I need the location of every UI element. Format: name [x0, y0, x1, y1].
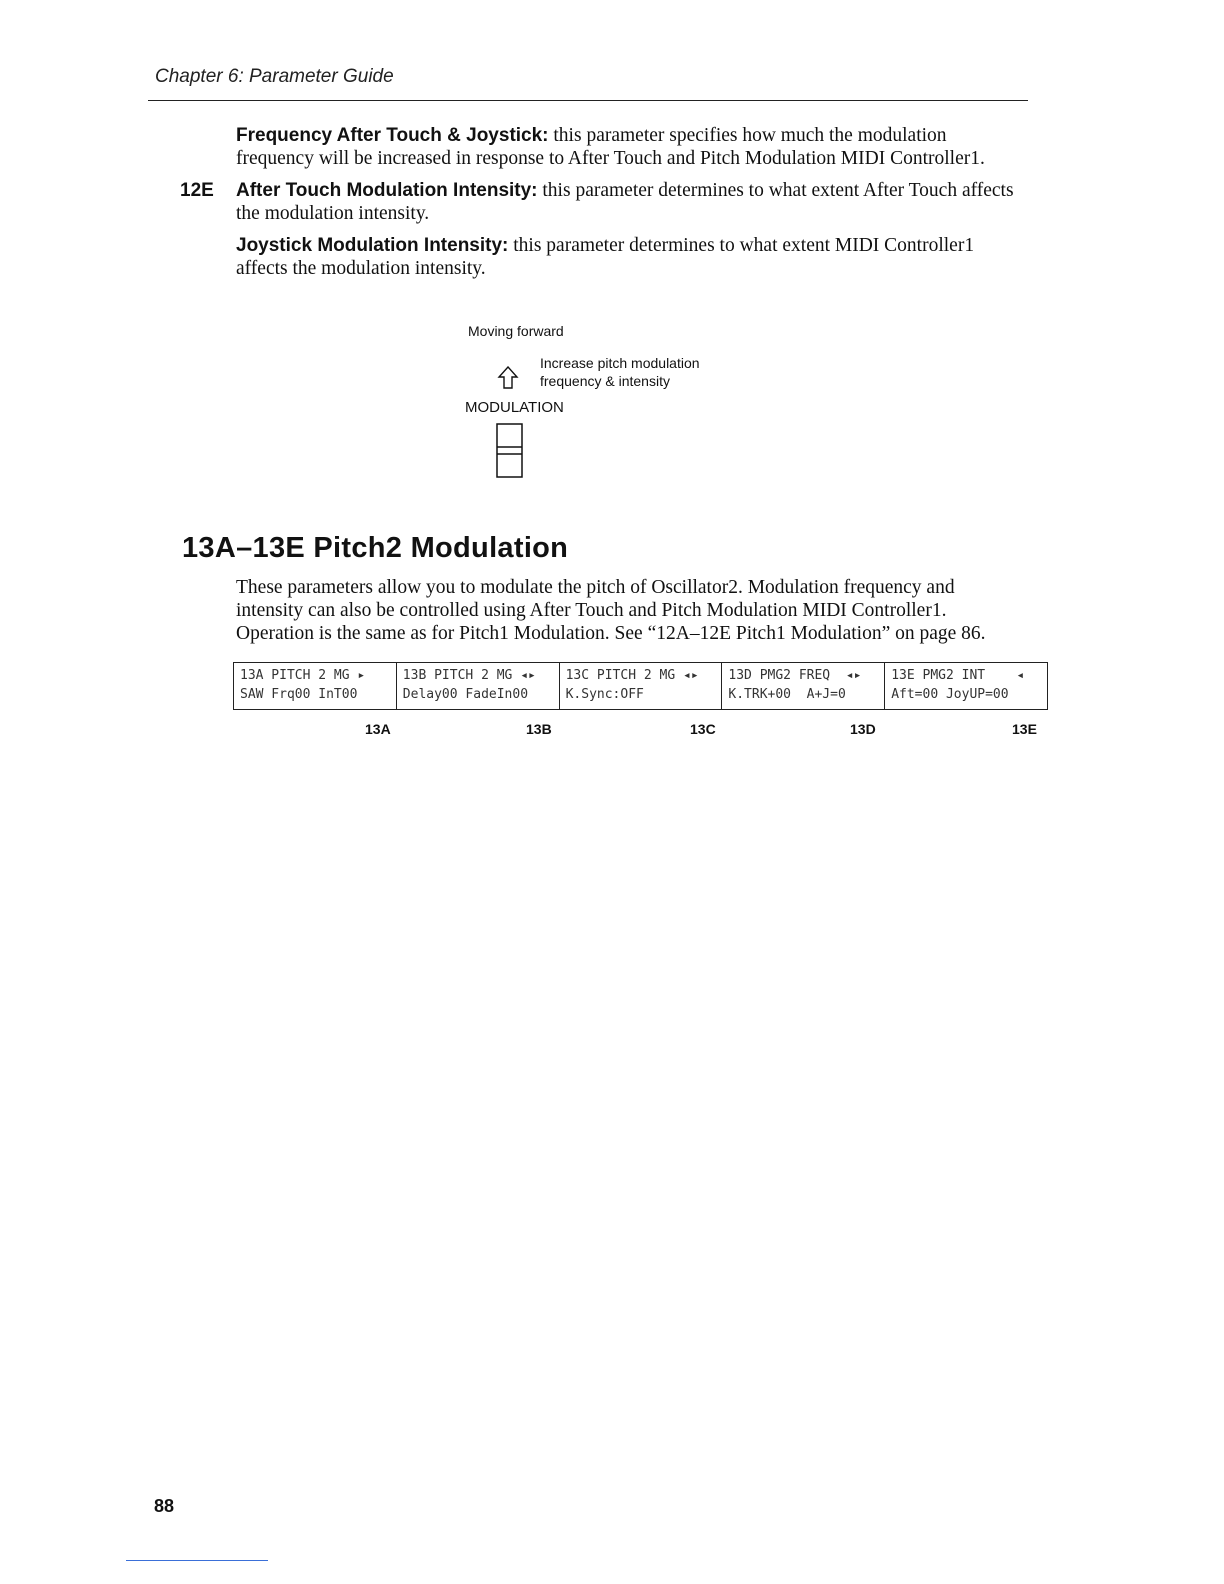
entry-after-touch-intensity	[236, 179, 1056, 225]
lcd-label-13c: 13C	[690, 721, 716, 737]
section-body-line: Operation is the same as for Pitch1 Modulation. See “12A–12E Pitch1 Modulation” on page 86.	[236, 623, 986, 644]
entry-text: frequency will be increased in response to After Touch and Pitch Modulation MIDI Controller1.	[236, 148, 985, 169]
lcd-line: Delay00 FadeIn00	[402, 687, 529, 702]
up-arrow-icon	[497, 366, 519, 390]
lcd-line: 13D PMG2 FREQ ◂▸	[728, 668, 862, 683]
page-number: 88	[154, 1496, 175, 1516]
section-body	[236, 576, 1056, 645]
lcd-display-13e	[885, 663, 1047, 709]
header-divider	[148, 100, 1028, 101]
lcd-line: 13C PITCH 2 MG ◂▸	[565, 668, 699, 683]
diagram-increase-line1: Increase pitch modulation	[540, 355, 700, 371]
entry-term: After Touch Modulation Intensity:	[236, 180, 538, 201]
lcd-line: 13B PITCH 2 MG ◂▸	[402, 668, 536, 683]
lcd-line: Aft=00 JoyUP=00	[891, 687, 1009, 702]
section-body-line: intensity can also be controlled using After Touch and Pitch Modulation MIDI Controller1.	[236, 600, 947, 621]
diagram-modulation-label: MODULATION	[465, 399, 564, 416]
lcd-display-13b	[397, 663, 560, 709]
entry-text: this parameter determines to what extent After Touch affects	[542, 180, 1014, 201]
lcd-display-13a	[234, 663, 397, 709]
lcd-label-13b: 13B	[526, 721, 552, 737]
entry-text: this parameter determines to what extent MIDI Controller1	[513, 235, 975, 256]
entry-term: Joystick Modulation Intensity:	[236, 235, 509, 256]
lcd-line: 13A PITCH 2 MG ▸	[240, 668, 366, 683]
modulation-wheel-icon	[496, 423, 524, 479]
page-header-title: Chapter 6: Parameter Guide	[155, 66, 394, 87]
lcd-label-13e: 13E	[1012, 721, 1037, 737]
lcd-label-13a: 13A	[365, 721, 391, 737]
entry-text: the modulation intensity.	[236, 203, 430, 224]
entry-frequency-after-touch	[236, 124, 1056, 170]
diagram-moving-forward: Moving forward	[468, 323, 564, 339]
lcd-line: K.Sync:OFF	[565, 687, 644, 702]
lcd-line: 13E PMG2 INT ◂	[891, 668, 1025, 683]
footer-link-underline	[126, 1560, 268, 1561]
lcd-line: SAW Frq00 InT00	[240, 687, 358, 702]
entry-text: affects the modulation intensity.	[236, 258, 486, 279]
lcd-display-13d	[722, 663, 885, 709]
section-body-line: These parameters allow you to modulate the pitch of Oscillator2. Modulation frequency and	[236, 577, 955, 598]
entry-joystick-intensity	[236, 234, 1056, 280]
section-title: 13A–13E Pitch2 Modulation	[182, 532, 569, 564]
entry-code: 12E	[180, 180, 214, 201]
diagram-increase-line2: frequency & intensity	[540, 373, 670, 389]
lcd-line: K.TRK+00 A+J=0	[728, 687, 846, 702]
lcd-label-13d: 13D	[850, 721, 876, 737]
entry-text: this parameter specifies how much the modulation	[553, 125, 947, 146]
lcd-display-13c	[560, 663, 723, 709]
lcd-display-row	[233, 662, 1048, 710]
entry-term: Frequency After Touch & Joystick:	[236, 125, 549, 146]
